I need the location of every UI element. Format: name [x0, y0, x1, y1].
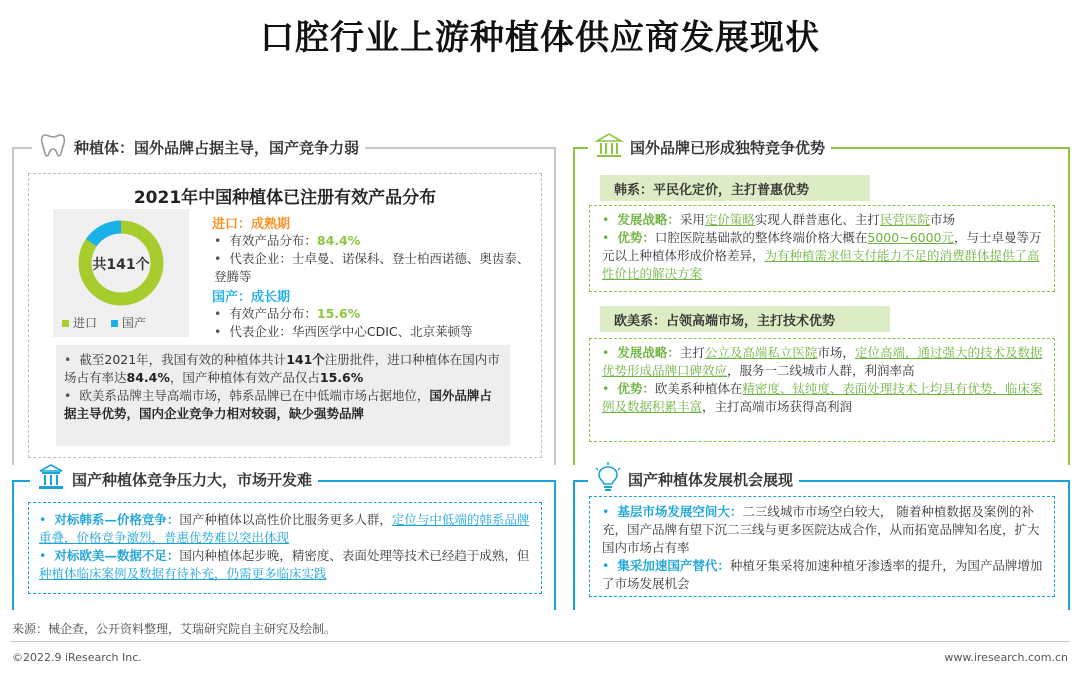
donut-center-label: 共141个 — [92, 257, 150, 273]
note-2: • 欧美系品牌主导高端市场，韩系品牌已在中低端市场占据地位，国外品牌占据主导优势，国内企业竞争力相对较弱，缺少强势品牌 — [64, 387, 500, 423]
euro-advantage: • 优势：欧美系种植体在精密度、钛纯度、表面处理技术上均具有优势，临床案例及数据积累丰富，主打高端市场获得高利润 — [602, 380, 1044, 416]
import-block — [212, 213, 532, 286]
donut-legend — [62, 314, 146, 331]
source-note: 来源：械企查，公开资料整理，艾瑞研究院自主研究及绘制。 — [12, 622, 337, 636]
page-title: 口腔行业上游种植体供应商发展现状 — [260, 18, 820, 58]
opportunity-procurement: • 集采加速国产替代：种植牙集采将加速种植牙渗透率的提升，为国产品牌增加了市场发展机会 — [602, 557, 1044, 593]
import-share: • 有效产品分布：84.4% — [212, 232, 532, 250]
opportunity-grassroots: • 基层市场发展空间大：二三线城市市场空白较大， 随着种植数据及案例的补充，国产品牌有望下沉二三线与更多医院达成合作，从而拓宽品牌知名度，扩大国内市场占有率 — [602, 503, 1044, 557]
legend-swatch-domestic — [111, 320, 118, 327]
korea-box — [589, 205, 1055, 292]
legend-swatch-import — [62, 320, 69, 327]
temple-icon — [36, 463, 66, 495]
note-1: • 截至2021年，我国有效的种植体共计141个注册批件，进口种植体在国内市场占有率达84.4%，国产种植体有效产品仅占15.6% — [64, 351, 500, 387]
tooth-icon — [38, 130, 68, 164]
korea-tag: 韩系：平民化定价，主打普惠优势 — [600, 175, 870, 201]
right-top-heading: 国外品牌已形成独特竞争优势 — [588, 130, 831, 164]
import-title: 进口：成熟期 — [212, 217, 291, 232]
euro-box — [589, 338, 1055, 442]
korea-advantage: • 优势：口腔医院基础款的整体终端价格大概在5000~6000元，与士卓曼等万元以上种植体形成价格差异，为有种植需求但支付能力不足的消费群体提供了高性价比的解决方案 — [602, 229, 1044, 283]
euro-tag: 欧美系：占领高端市场，主打技术优势 — [600, 306, 890, 332]
left-bottom-heading: 国产种植体竞争压力大，市场开发难 — [30, 462, 318, 496]
domestic-companies: • 代表企业：华西医学中心CDIC、北京莱顿等 — [212, 323, 532, 341]
lightbulb-icon — [594, 462, 622, 496]
right-bottom-box — [589, 496, 1055, 597]
legend-import: 进口 — [73, 316, 98, 330]
chart-title: 2021年中国种植体已注册有效产品分布 — [133, 188, 437, 208]
building-icon — [594, 131, 624, 163]
copyright: ©2022.9 iResearch Inc. — [12, 651, 142, 664]
compare-euro: • 对标欧美—数据不足：国内种植体起步晚，精密度、表面处理等技术已经趋于成熟，但种植体临床案例及数据有待补充，仍需更多临床实践 — [39, 547, 531, 583]
euro-strategy: • 发展战略：主打公立及高端私立医院市场，定位高端，通过强大的技术及数据优势形成品牌口碑效应，服务一二线城市人群，利润率高 — [602, 344, 1044, 380]
korea-strategy: • 发展战略：采用定价策略实现人群普惠化、主打民营医院市场 — [602, 211, 1044, 229]
domestic-title: 国产：成长期 — [212, 290, 291, 305]
domestic-block — [212, 286, 532, 341]
website-link[interactable]: www.iresearch.com.cn — [944, 651, 1068, 664]
import-companies: • 代表企业：士卓曼、诺保科、登士柏西诺德、奥齿泰、登腾等 — [212, 250, 532, 286]
right-bottom-heading: 国产种植体发展机会展现 — [588, 462, 799, 496]
note-box — [56, 345, 510, 446]
left-bottom-box — [28, 502, 542, 594]
compare-korea: • 对标韩系—价格竞争：国产种植体以高性价比服务更多人群，定位与中低端的韩系品牌重叠，价格竞争激烈，普惠优势难以突出体现 — [39, 511, 531, 547]
left-top-heading: 种植体：国外品牌占据主导，国产竞争力弱 — [32, 130, 365, 164]
footer-divider — [10, 641, 1070, 642]
legend-domestic: 国产 — [121, 316, 146, 330]
domestic-share: • 有效产品分布：15.6% — [212, 305, 532, 323]
